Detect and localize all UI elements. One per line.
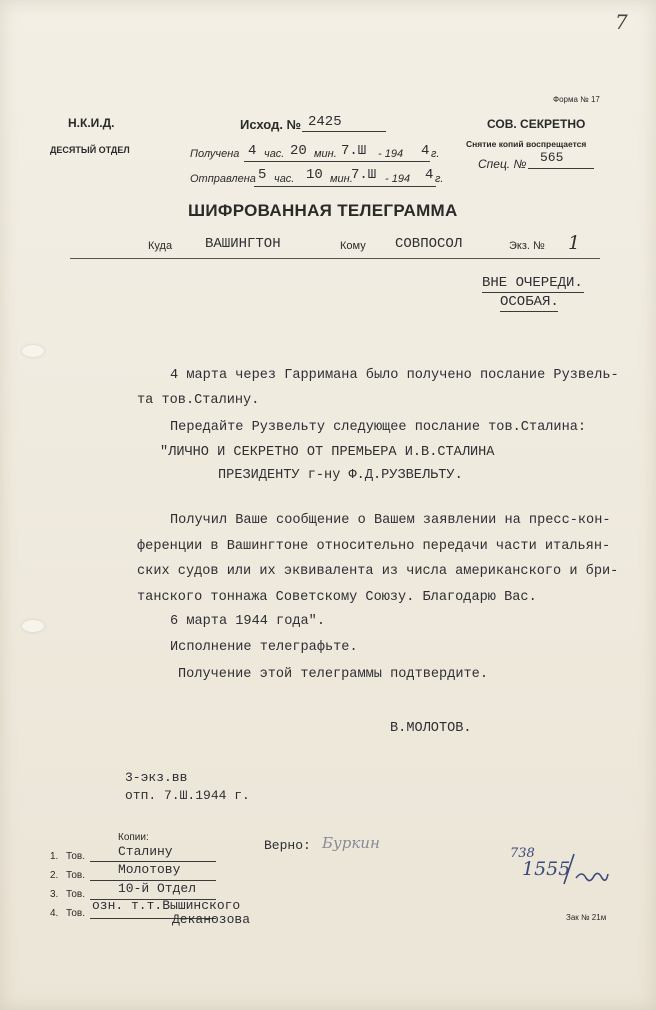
body-line: "ЛИЧНО И СЕКРЕТНО ОТ ПРЕМЬЕРА И.В.СТАЛИНА [160,445,495,460]
copy-recipient: Сталину [118,844,173,859]
ekz-value: 1 [568,232,581,254]
document-page: 7 Форма № 17 Н.К.И.Д. ДЕСЯТЫЙ ОТДЕЛ Исход. № 2425 СОВ. СЕКРЕТНО Снятие копий воспрещается Спец. № 565 Получена 4 час. 20 мин. 7.Ш - 194 4 г. Отправлена 5 час. 10 мин. 7.Ш - 194 4 г. ШИФРОВАННАЯ ТЕЛЕГРАММА Куда ВАШИНГТОН Кому СОВПОСОЛ Экз. № 1 ВНЕ ОЧЕРЕДИ. ОСОБАЯ. 4 марта через Гарримана было получено послание Рузвель- та тов.Сталину. Передайте Рузвельту следующее послание тов.Сталина: "ЛИЧНО И СЕКРЕТНО ОТ ПРЕМЬЕРА И.В.СТАЛИНА ПРЕЗИДЕНТУ г-ну Ф.Д.РУЗВЕЛЬТУ. Получил Ваше сообщение о Вашем заявлении на пресс-кон- ференции в Вашингтоне относительно передачи части итальян- ских судов или их эквивалента из числа американского и бри- танского тоннажа Советскому Союзу. Благодарю Вас. 6 марта 1944 года". Исполнение телеграфьте. Получение этой телеграммы подтвердите. В.МОЛОТОВ. 3-экз.вв отп. 7.Ш.1944 г. Копии: 1. Тов. Сталину 2. Тов. Молотову 3. Тов. 10-й Отдел 4. Тов. озн. т.т.Вышинского Деканозова Верно: Буркин 738 1555 Зак № 21м [0,0,656,1010]
ishod-label: Исход. № [240,117,302,132]
punch-hole [22,620,44,632]
department: ДЕСЯТЫЙ ОТДЕЛ [50,145,130,155]
priority-line-1: ВНЕ ОЧЕРЕДИ. [482,275,583,291]
stamp-number: 738 [510,846,535,861]
priority-line-2: ОСОБАЯ. [500,294,559,310]
copy-recipient-extra: Деканозова [172,912,251,927]
copy-recipient: Молотову [118,862,181,877]
spec-number: 565 [540,150,564,165]
body-line: 6 марта 1944 года". [170,614,325,629]
body-line: Получил Ваше сообщение о Вашем заявлении на пресс-кон- [170,513,611,528]
body-line: ференции в Вашингтоне относительно передачи части итальян- [137,539,611,554]
kuda-label: Куда [148,240,173,252]
body-line: танского тоннажа Советскому Союзу. Благодарю Вас. [137,590,537,605]
spec-label: Спец. № [478,157,527,171]
secrecy-stamp: СОВ. СЕКРЕТНО [487,117,586,131]
signature: В.МОЛОТОВ. [390,721,472,736]
body-line: та тов.Сталину. [137,393,260,408]
copy-recipient: озн. т.т.Вышинского [92,898,241,913]
corner-mark: 7 [615,10,628,34]
copies-count: 3-экз.вв [125,770,188,785]
sent-note: отп. 7.Ш.1944 г. [125,788,250,803]
body-line: Передайте Рузвельту следующее послание тов.Сталина: [170,420,587,435]
ishod-number: 2425 [308,114,342,130]
copy-recipient: 10-й Отдел [118,881,197,896]
body-line: ских судов или их эквивалента из числа американского и бри- [137,564,619,579]
punch-hole [22,345,44,357]
kuda-value: ВАШИНГТОН [205,236,281,252]
stamp-number-2: 1555 [522,858,571,880]
komu-label: Кому [340,240,366,252]
verno-signature: Буркин [322,834,380,852]
body-line: ПРЕЗИДЕНТУ г-ну Ф.Д.РУЗВЕЛЬТУ. [218,468,463,483]
zak-number: Зак № 21м [566,913,607,922]
copies-title: Копии: [118,832,149,843]
copy-notice: Снятие копий воспрещается [466,139,587,149]
verno-label: Верно: [264,838,311,853]
document-title: ШИФРОВАННАЯ ТЕЛЕГРАММА [188,201,458,220]
komu-value: СОВПОСОЛ [395,236,463,252]
forma-label: Форма № 17 [553,95,600,104]
org-name: Н.К.И.Д. [68,116,115,130]
ekz-label: Экз. № [509,240,545,252]
body-line: 4 марта через Гарримана было получено послание Рузвель- [170,368,619,383]
body-line: Исполнение телеграфьте. [170,640,358,655]
body-line: Получение этой телеграммы подтвердите. [178,667,488,682]
handwritten-scribble [560,850,610,890]
